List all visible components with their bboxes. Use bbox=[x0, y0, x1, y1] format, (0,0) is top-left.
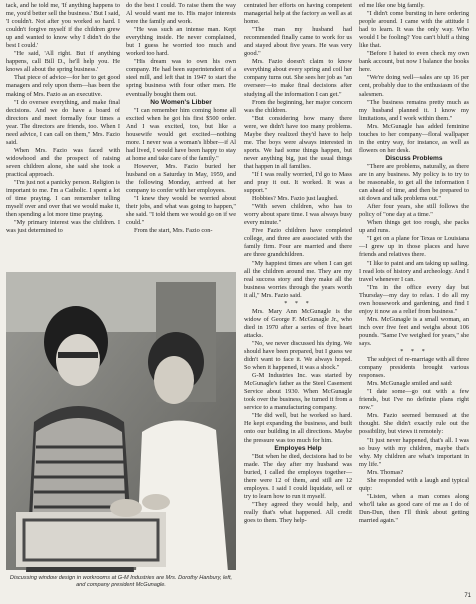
paragraph: G-M Industries Inc. was started by McGunagle's father as the Steel Casement Service about 1930. When McGunagle took over the business, he turned it from a service to a manufacturing company. bbox=[244, 372, 352, 412]
paragraph: After four years, she still follows the policy of "one day at a time." bbox=[359, 203, 469, 219]
paragraph: "I do oversee everything, and make final decisions. And we do have a board of directors and meet formally four times a year. The directors are friends, too. When I need advice, I can call on them," Mrs. Fazio said. bbox=[6, 98, 120, 146]
paragraph: When things get too rough, she packs up and runs. bbox=[359, 219, 469, 235]
photo-window-design-discussion bbox=[6, 272, 236, 570]
paragraph: However, Mrs. Fazio buried her husband on a Saturday in May, 1959, and the following Monday, arrived at her company to confer with her employees. bbox=[126, 162, 236, 195]
section-divider: * * * bbox=[284, 299, 312, 307]
paragraph: "I get on a plane for Texas or Louisiana—I grew up in those places and have friends and relatives there. bbox=[359, 235, 469, 259]
paragraph: "They agreed they would help, and really that's what happened. All credit goes to them. They help- bbox=[244, 500, 352, 524]
paragraph: From the start, Mrs. Fazio con- bbox=[134, 227, 213, 235]
paragraph: "With seven children, who has to worry about spare time. I was always busy every minute." bbox=[244, 203, 352, 227]
column-3 bbox=[244, 2, 352, 524]
photo-illustration bbox=[6, 272, 236, 570]
paragraph: centrated her efforts on having competent managerial help at the factory as well as at home. bbox=[244, 2, 352, 26]
paragraph: From the beginning, her major concern was the children. bbox=[244, 98, 352, 114]
paragraph: "He did well, but he worked so hard. He kept expanding the business, and built onto our building in all directions. Maybe the pressure was too much for him. bbox=[244, 412, 352, 444]
paragraph: Hobbies? Mrs. Fazio just laughed. bbox=[252, 195, 339, 203]
paragraph: "His dream was to own his own company. He had been superintendent of a steel mill, and left that in 1947 to start the spring business with four other men. He eventually bought them out. bbox=[126, 58, 236, 98]
paragraph: ed me like one big family. bbox=[359, 2, 425, 9]
paragraph: "I knew they would be worried about their jobs, and what was going to happen," she said. "I told them we would go on if we could." bbox=[126, 195, 236, 227]
paragraph: Mrs. Mary Ann McGunagle is the widow of George F. McGunagle Jr., who died in 1970 after a series of five heart attacks. bbox=[244, 307, 352, 339]
paragraph: Mrs. Fazio seemed bemused at the thought. She didn't exactly rule out the possibility, but views it remotely: bbox=[359, 412, 469, 436]
paragraph: "The business remains pretty much as my husband planned it. I know my limitations, and I work within them." bbox=[359, 98, 469, 122]
paragraph: "I'm just not a panicky person. Religion is important to me. I'm a Catholic. I spent a lot of time praying. I can remember telling myself over and over that we would make it, then spending a lot more time praying. bbox=[6, 179, 120, 219]
paragraph: "The man my husband had recommended finally came to work for us and stayed about five years. He was very good." bbox=[244, 26, 352, 58]
section-divider: * * * bbox=[400, 348, 428, 356]
subheading-no-womens-libber: No Women's Libber bbox=[150, 98, 212, 106]
paragraph: "Before I hated to even check my own bank account, but now I balance the books here. bbox=[359, 50, 469, 74]
paragraph: "I like to paint and am taking up sailing. I read lots of history and archeology. And I travel whenever I can. bbox=[359, 259, 469, 283]
paragraph: "He was such an intense man. Kept everything inside. He never complained, but I guess he worried too much and worked too hard. bbox=[126, 26, 236, 58]
paragraph: "I date some—go out with a few friends, but I've no definite plans right now." bbox=[359, 388, 469, 412]
subheading-discuss-problems: Discuss Problems bbox=[385, 154, 443, 162]
paragraph: The subject of re-marriage with all three company presidents brought various responses. bbox=[359, 356, 469, 380]
paragraph: "Listen, when a man comes along who'll take as good care of me as I do of Dun-Dun, then I'll think about getting married again." bbox=[359, 492, 469, 524]
paragraph: "If I was really worried, I'd go to Mass and pray it out. It worked. It was a support." bbox=[244, 170, 352, 195]
paragraph: She responded with a laugh and typical quip: bbox=[359, 476, 469, 492]
paragraph: "But considering how many there were, we didn't have too many problems. Maybe they realized they'd have to help me. The boys were always interested in sports. We had some things happen, but never anything big, just the usual things that happen in all families. bbox=[244, 114, 352, 170]
paragraph: "I didn't come bursting in here ordering people around. I came with the attitude I had to learn. It was the only way. Who would I be fooling? You can't bluff a thing like that. bbox=[359, 10, 469, 50]
photo-caption: Discussing window design in workrooms at G-M Industries are Mrs. Dorothy Hanbury, left, and company president McGunagle. bbox=[9, 575, 233, 588]
paragraph: Mrs. McGunagle smiled and said: bbox=[367, 380, 453, 388]
paragraph: "It just never happened, that's all. I was so busy with my children, maybe that's why. My children are what's important in my life." bbox=[359, 436, 469, 468]
paragraph: That piece of advice—for her to get good managers and rely upon them—has been the making of Mrs. Fazio as an executive. bbox=[6, 74, 120, 98]
paragraph: do the best I could. To raise them the way Al would want me to. His major interests were the family and work. bbox=[126, 2, 236, 26]
paragraph: "No, we never discussed his dying. We should have been prepared, but I guess we didn't want to face it. We always hoped. So when it happened, it was a shock." bbox=[244, 339, 352, 372]
paragraph: "There are problems, naturally, as there are in any business. My policy is to try to be reasonable, to get all the information I can ahead of time, and then be prepared to sit down and talk problems out." bbox=[359, 162, 469, 203]
paragraph: "He said, 'All right. But if anything happens, call Bill D., he'll help you. He knows all about the spring business.' bbox=[6, 50, 120, 74]
paragraph: "My primary interest was the children. I was just determined to bbox=[6, 219, 120, 235]
page-number: 71 bbox=[464, 593, 471, 599]
paragraph: Mrs. McGunagle is a small woman, an inch over five feet and weighs about 106 pounds. "Same I've weighed for years," she says. bbox=[359, 315, 469, 347]
paragraph: Mrs. Thomas? bbox=[367, 468, 404, 476]
paragraph: tack, and he told me, 'If anything happens to me, you'd better sell the business.' But I said, 'I couldn't. Not after you worked so hard. I couldn't forgive myself if the children grew up and wanted to know why I didn't do the best I could.' bbox=[6, 2, 120, 50]
paragraph: "I can remember him coming home all excited when he got his first $500 order. And I was excited, too, but like a housewife would get excited—nothing more. I never was a woman's libber—if Al had lived, I would have been happy to stay at home and take care of the family." bbox=[126, 106, 236, 162]
paragraph: "My happiest times are when I can get all the children around me. They are my real success story and they make all the business worries through the years worth it all," Mrs. Fazio said. bbox=[244, 259, 352, 299]
subheading-employes-help: Employes Help bbox=[274, 444, 322, 452]
paragraph: "We're doing well—sales are up 16 per cent, probably due to the enthusiasm of the salesmen. bbox=[359, 74, 469, 98]
paragraph: "I'm in the office every day but Thursday—my day to relax. I do all my own housework and gardening, and find I enjoy it now as a relief from business." bbox=[359, 283, 469, 315]
paragraph: When Mrs. Fazio was faced with widowhood and the prospect of raising seven children alone, she said she took a practical approach. bbox=[6, 146, 120, 178]
paragraph: "But when he died, decisions had to be made. The day after my husband was buried, I called the employes together—there were 12 of them, and still are 12 employes. I said I could liquidate, sell or try to learn how to run it myself. bbox=[244, 452, 352, 500]
paragraph: Mrs. McGunagle has added feminine touches to her company—floral wallpaper in the entry way, for instance, as well as flowers on her desk. bbox=[359, 122, 469, 154]
paragraph: Five Fazio children have completed college, and three are associated with the family firm. Four are married and there are three grandchildren. bbox=[244, 227, 352, 259]
paragraph: Mrs. Fazio doesn't claim to know everything about every spring and coil her company turns out. She sees her job as "an overseer—to make final decisions after studying all the information I can get." bbox=[244, 58, 352, 98]
column-4 bbox=[359, 2, 469, 592]
column-2 bbox=[126, 2, 236, 264]
column-1 bbox=[6, 2, 120, 264]
